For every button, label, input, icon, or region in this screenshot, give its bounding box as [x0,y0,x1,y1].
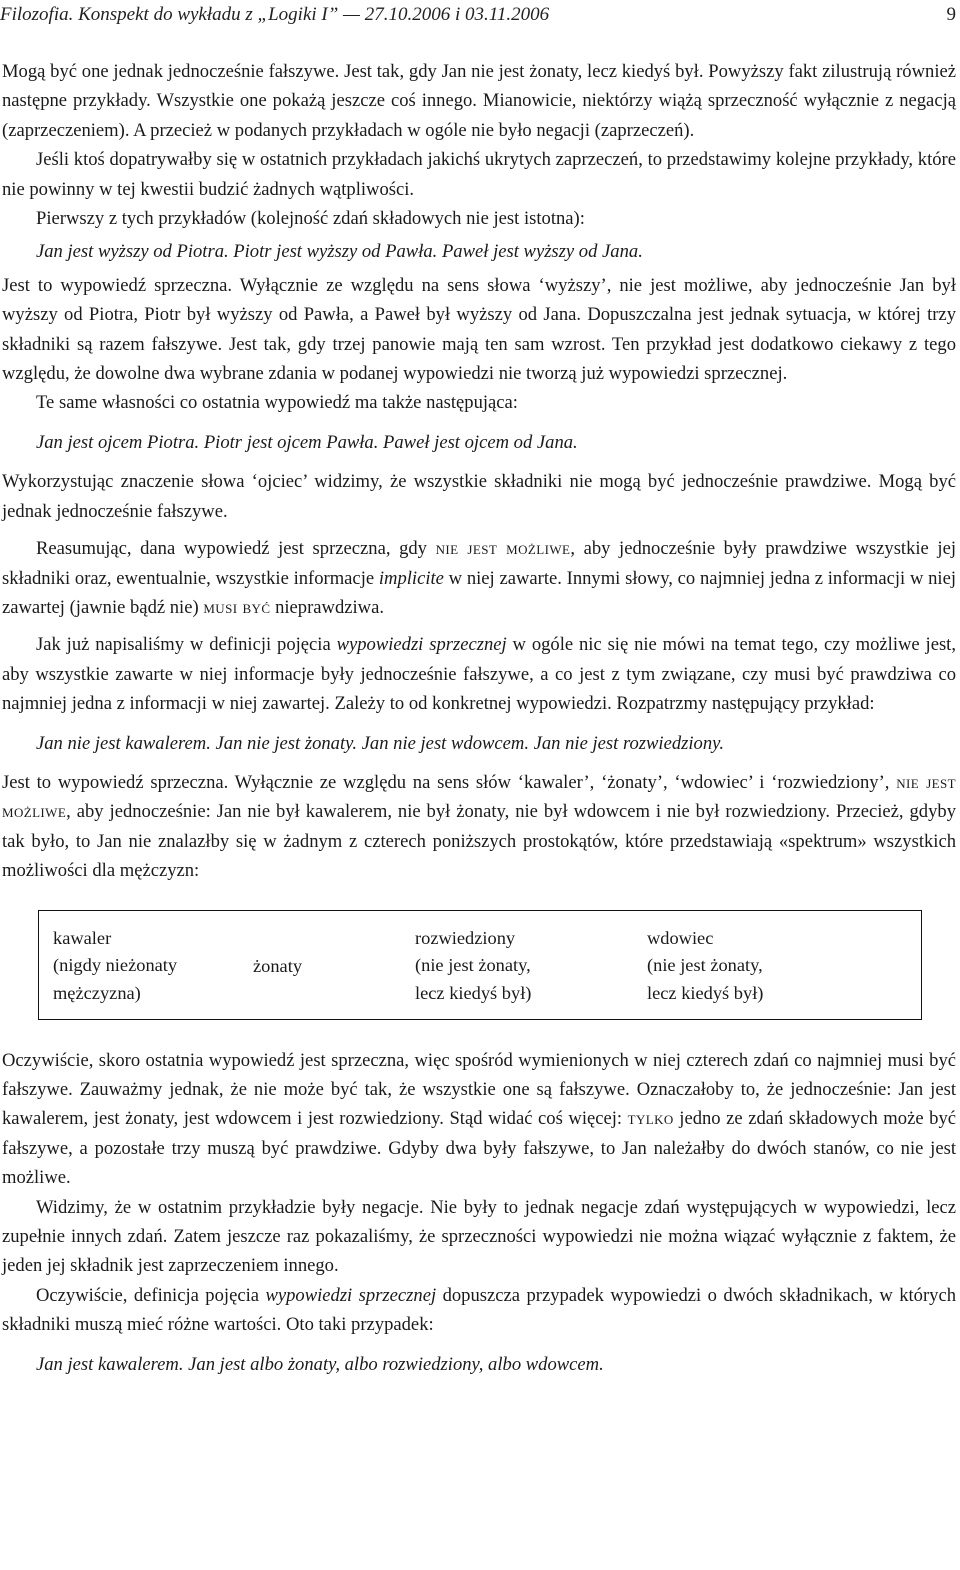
paragraph: Pierwszy z tych przykładów (kolejność zdań składowych nie jest istotna): [36,208,585,230]
example-sentence: Jan jest wyższy od Piotra. Piotr jest wyższy od Pawła. Paweł jest wyższy od Jana. [36,241,643,263]
emphasis-smallcaps: tylko [627,1108,674,1130]
paragraph: Mogą być one jednak jednocześnie fałszywe. Jest tak, gdy Jan nie jest żonaty, lecz kiedyś był. Powyższy fakt zilustrują również następne przykłady. Wszystkie one pokażą jeszcze coś innego. Mianowicie, niektórzy wiążą sprzeczność wyłącznie z negacją (zaprzeczeniem). A przecież w podanych przykładach w ogóle nie było negacji (zaprzeczeń). [2,61,956,141]
cell-line: lecz kiedyś był) [647,982,764,1003]
text-run: Jak już napisaliśmy w definicji pojęcia [36,634,337,656]
text-run: , aby jednocześnie: Jan nie był kawalerem, nie był żonaty, nie był wdowcem i nie był rozwiedziony. Przecież, gdyby tak było, to Jan nie znalazłby się w żadnym z czterech poniższych prostokątów, które przedstawiają «spektrum» wszystkich możliwości dla mężczyzn: [2,801,956,882]
emphasis-italic: wypowiedzi sprzecznej [265,1284,437,1306]
running-header [0,4,958,30]
cell-wdowiec [647,925,907,1008]
paragraph [2,534,956,622]
text-run: dopuszcza przypadek wypowiedzi o dwóch składnikach, w których składniki muszą mieć różne wartości. Oto taki przypadek: [2,1284,956,1336]
emphasis-smallcaps: nie jest możliwe [2,771,956,823]
example-sentence: Jan jest kawalerem. Jan jest albo żonaty, albo rozwiedziony, albo wdowcem. [36,1353,604,1375]
text-run: , aby jednocześnie były prawdziwe wszystkie jej składniki oraz, ewentualnie, wszystkie informacje [2,538,956,589]
text-run: w ogóle nic się nie mówi na temat tego, czy możliwe jest, aby wszystkie zawarte w niej informacje były jednocześnie fałszywe, a co jest z tym związane, czy musi być prawdziwa co najmniej jedna z informacji w niej zawartej. Zależy to od konkretnej wypowiedzi. Rozpatrzmy następujący przykład: [2,634,956,715]
paragraph: Wykorzystując znaczenie słowa ‘ojciec’ widzimy, że wszystkie składniki nie mogą być jednocześnie prawdziwe. Mogą być jednak jednocześnie fałszywe. [2,471,956,522]
cell-line: wdowiec [647,927,714,948]
text-run: Jest to wypowiedź sprzeczna. Wyłącznie ze względu na sens słów ‘kawaler’, ‘żonaty’, ‘wdowiec’ i ‘rozwiedziony’, [2,771,897,793]
spectrum-diagram [2,910,956,1022]
text-run: w niej zawarte. Innymi słowy, co najmniej jedna z informacji w niej zawartej (jawnie bądź nie) [2,567,956,618]
paragraph: Jest to wypowiedź sprzeczna. Wyłącznie ze względu na sens słowa ‘wyższy’, nie jest możliwe, aby jednocześnie Jan był wyższy od Piotra, Piotr był wyższy od Pawła, a Paweł był wyższy od Jana. Dopuszczalna jest jednak sytuacja, w której trzy składniki są razem fałszywe. Jest tak, gdy trzej panowie mają ten sam wzrost. Ten przykład jest dodatkowo ciekawy z tego względu, że dowolne dwa wybrane zdania w podanej wypowiedzi nie tworzą już wypowiedzi sprzecznej. [2,274,956,385]
paragraph [2,1281,956,1340]
spacer [2,459,956,467]
example-sentence: Jan nie jest kawalerem. Jan nie jest żonaty. Jan nie jest wdowcem. Jan nie jest rozwiedziony. [36,732,725,754]
cell-line: żonaty [253,955,303,976]
paragraph [2,630,956,718]
paragraph: Te same własności co ostatnia wypowiedź ma także następująca: [36,392,518,414]
cell-line: kawaler [53,927,112,948]
header-title: Filozofia. Konspekt do wykładu z „Logiki I” — 27.10.2006 i 03.11.2006 [0,4,550,25]
paragraph [2,768,956,886]
paragraph: Widzimy, że w ostatnim przykładzie były negacje. Nie były to jednak negacje zdań występujących w wypowiedzi, lecz zupełnie innych zdań. Zatem jeszcze raz pokazaliśmy, że sprzeczności wypowiedzi nie można wiązać wyłącznie z faktem, że jeden jej składnik jest zaprzeczeniem innego. [2,1196,956,1277]
cell-kawaler [53,925,253,1008]
spacer [2,1340,956,1348]
body-text [2,57,956,1381]
text-run: Oczywiście, definicja pojęcia [36,1284,266,1306]
text-run: nieprawdziwa. [270,596,384,618]
text-run: Reasumując, dana wypowiedź jest sprzeczna, gdy [36,538,436,560]
cell-line: rozwiedziony [415,927,516,948]
spacer [2,719,956,727]
paragraph [2,1046,956,1193]
spacer [2,526,956,534]
cell-line: (nie jest żonaty, [415,955,531,976]
cell-line: lecz kiedyś był) [415,982,532,1003]
page-number: 9 [946,4,956,25]
cell-rozwiedziony [415,925,645,1008]
paragraph: Jeśli ktoś dopatrywałby się w ostatnich przykładach jakichś ukrytych zaprzeczeń, to przedstawimy kolejne przykłady, które nie powinny w tej kwestii budzić żadnych wątpliwości. [2,149,956,200]
emphasis-italic: implicite [378,567,444,589]
example-sentence: Jan jest ojcem Piotra. Piotr jest ojcem Pawła. Paweł jest ojcem od Jana. [36,431,578,453]
spacer [2,622,956,630]
cell-line: (nie jest żonaty, [647,955,763,976]
spectrum-box [38,910,922,1020]
spacer [2,760,956,768]
cell-zonaty [253,953,413,981]
emphasis-smallcaps: nie jest możliwe [435,538,571,560]
text-run: Oczywiście, skoro ostatnia wypowiedź jest sprzeczna, więc spośród wymienionych w niej czterech zdań co najmniej musi być fałszywe. Zauważmy jednak, że nie może być tak, że wszystkie one są fałszywe. Oznaczałoby to, że jednocześnie: Jan jest kawalerem, jest żonaty, jest wdowcem i jest rozwiedziony. Stąd widać coś więcej: [2,1049,956,1130]
emphasis-italic: wypowiedzi sprzecznej [336,634,507,656]
spacer [2,418,956,426]
emphasis-smallcaps: musi być [203,596,271,618]
cell-line: (nigdy nieżonaty [53,955,178,976]
text-run: jedno ze zdań składowych może być fałszywe, a pozostałe trzy muszą być prawdziwe. Gdyby dwa były fałszywe, to Jan należałby do dwóch stanów, co nie jest możliwe. [2,1108,956,1189]
cell-line: mężczyzna) [53,982,141,1003]
